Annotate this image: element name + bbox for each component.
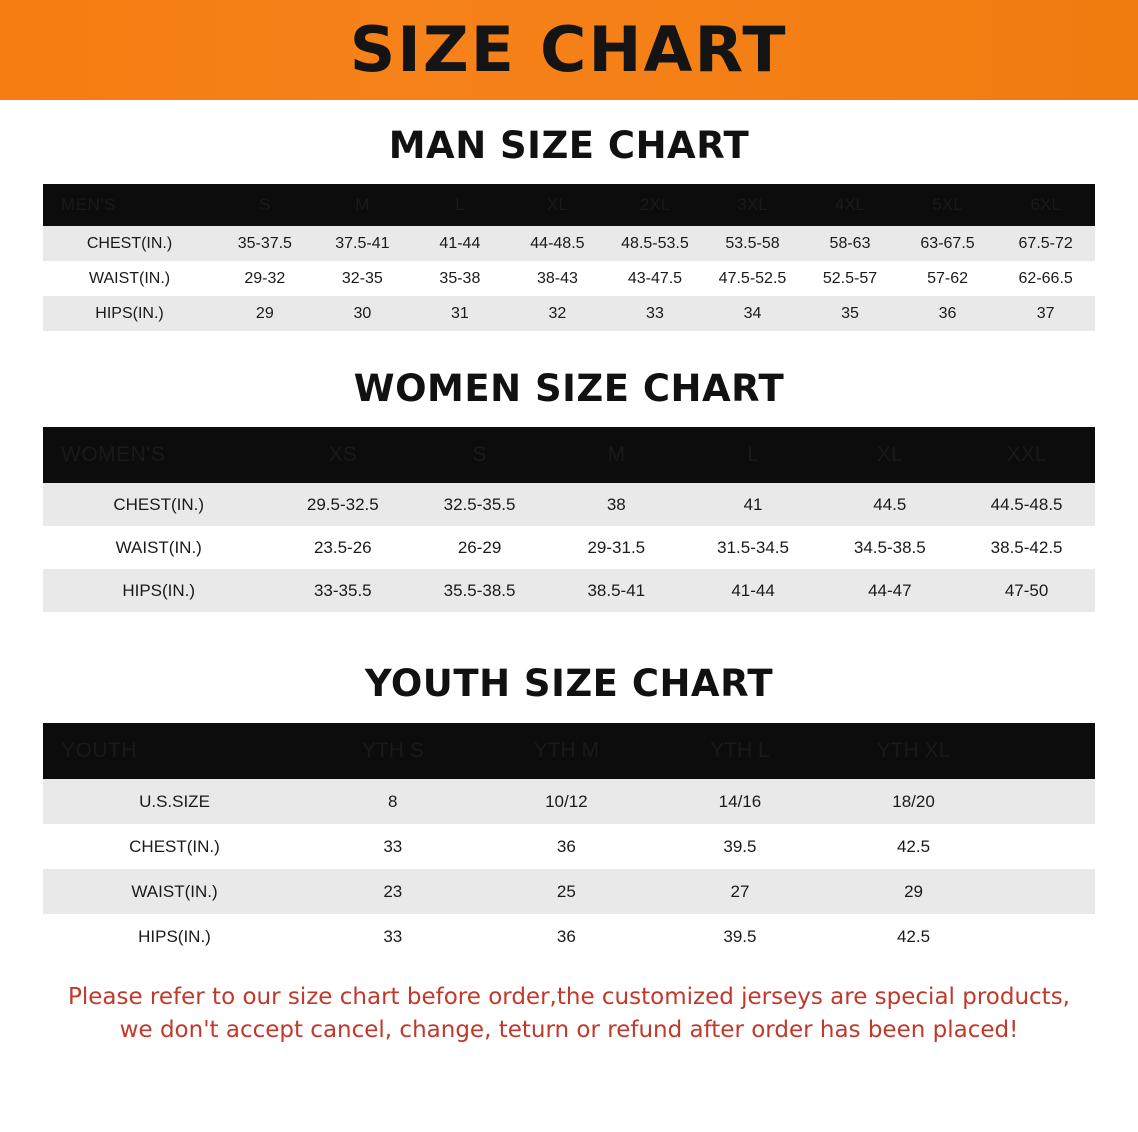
cell: 44-47 — [868, 580, 912, 600]
cell: 57-62 — [927, 269, 968, 287]
row-label: HIPS(IN.) — [95, 304, 164, 322]
cell: 52.5-57 — [822, 269, 878, 287]
table-row — [43, 296, 1095, 331]
men-header-cell: M — [314, 184, 412, 226]
youth-header-cell: YTH M — [480, 723, 654, 779]
page-banner — [0, 0, 1138, 100]
cell: 44-48.5 — [530, 234, 585, 252]
cell: 36 — [938, 304, 957, 322]
row-label: WAIST(IN.) — [131, 881, 218, 901]
women-header-cell: M — [548, 427, 685, 483]
youth-header-cell: YTH XL — [827, 723, 1001, 779]
disclaimer-line-2: we don't accept cancel, change, teturn or refund after order has been placed! — [119, 1017, 1019, 1044]
cell: 36 — [556, 926, 576, 946]
women-header-cell: S — [411, 427, 548, 483]
cell: 29-32 — [244, 269, 286, 287]
cell: 38-43 — [536, 269, 578, 287]
cell: 27 — [730, 881, 750, 901]
cell-spacer — [1000, 914, 1095, 959]
row-label: WAIST(IN.) — [88, 269, 171, 287]
cell: 34.5-38.5 — [853, 537, 926, 557]
table-row — [43, 261, 1095, 296]
men-header-cell: 5XL — [899, 184, 997, 226]
cell: 25 — [556, 881, 576, 901]
cell: 32 — [548, 304, 567, 322]
women-header-label: WOMEN'S — [43, 427, 274, 483]
youth-header-label: YOUTH — [43, 723, 306, 779]
page-title: SIZE CHART — [350, 13, 788, 86]
men-header-cell: XL — [509, 184, 607, 226]
cell-spacer — [1000, 779, 1095, 824]
cell: 8 — [388, 791, 398, 811]
cell: 33-35.5 — [313, 580, 372, 600]
cell: 29-31.5 — [587, 537, 646, 557]
cell: 42.5 — [896, 836, 931, 856]
men-header-label: MEN'S — [43, 184, 216, 226]
cell: 35-38 — [439, 269, 481, 287]
cell: 41-44 — [439, 234, 481, 252]
table-row — [43, 569, 1095, 612]
disclaimer-line-1: Please refer to our size chart before order,the customized jerseys are special products, — [67, 984, 1070, 1010]
women-header-cell: XL — [821, 427, 958, 483]
cell: 23.5-26 — [313, 537, 372, 557]
cell: 58-63 — [829, 234, 871, 252]
cell: 39.5 — [723, 926, 757, 946]
cell: 47.5-52.5 — [718, 269, 787, 287]
cell: 14/16 — [718, 791, 762, 811]
cell: 44.5-48.5 — [990, 494, 1063, 514]
cell: 31.5-34.5 — [717, 537, 789, 557]
cell: 48.5-53.5 — [621, 234, 689, 252]
men-header-cell: L — [411, 184, 509, 226]
cell: 29 — [255, 304, 274, 322]
women-header-cell: L — [685, 427, 822, 483]
cell: 29.5-32.5 — [306, 494, 379, 514]
table-header-row — [43, 723, 1095, 779]
cell: 31 — [450, 304, 469, 322]
cell: 37 — [1036, 304, 1055, 322]
men-header-cell: 4XL — [801, 184, 899, 226]
youth-header-spacer — [1000, 723, 1095, 779]
cell: 38.5-42.5 — [990, 537, 1063, 557]
table-row — [43, 779, 1095, 824]
cell: 41 — [743, 494, 763, 514]
men-header-cell: 2XL — [606, 184, 704, 226]
table-row — [43, 869, 1095, 914]
cell: 35.5-38.5 — [443, 580, 516, 600]
cell: 67.5-72 — [1018, 234, 1073, 252]
cell: 37.5-41 — [335, 234, 390, 252]
youth-header-cell: YTH L — [653, 723, 827, 779]
table-row — [43, 824, 1095, 869]
cell: 35-37.5 — [237, 234, 292, 252]
row-label: CHEST(IN.) — [86, 234, 173, 252]
cell: 63-67.5 — [920, 234, 975, 252]
table-row — [43, 914, 1095, 959]
youth-section-title: YOUTH SIZE CHART — [364, 662, 774, 705]
cell: 33 — [383, 836, 403, 856]
cell-spacer — [1000, 869, 1095, 914]
cell: 43-47.5 — [627, 269, 683, 287]
cell: 33 — [383, 926, 403, 946]
disclaimer-note — [40, 981, 1098, 1048]
women-size-table — [43, 427, 1095, 612]
cell: 39.5 — [723, 836, 757, 856]
cell: 38 — [606, 494, 626, 514]
men-header-cell: 3XL — [704, 184, 802, 226]
cell: 10/12 — [545, 791, 588, 811]
cell: 36 — [556, 836, 576, 856]
cell: 42.5 — [896, 926, 931, 946]
cell: 35 — [841, 304, 859, 322]
row-label: U.S.SIZE — [139, 791, 210, 811]
table-header-row — [43, 427, 1095, 483]
row-label: HIPS(IN.) — [122, 580, 196, 600]
row-label: WAIST(IN.) — [115, 537, 202, 557]
cell: 41-44 — [731, 580, 775, 600]
cell: 29 — [904, 881, 923, 901]
table-row — [43, 226, 1095, 261]
cell: 33 — [646, 304, 664, 322]
cell: 38.5-41 — [587, 580, 646, 600]
cell: 62-66.5 — [1018, 269, 1073, 287]
cell: 26-29 — [457, 537, 502, 557]
cell: 44.5 — [873, 494, 907, 514]
row-label: HIPS(IN.) — [138, 926, 211, 946]
cell: 30 — [353, 304, 372, 322]
cell: 23 — [383, 881, 403, 901]
cell: 32.5-35.5 — [443, 494, 516, 514]
cell: 53.5-58 — [725, 234, 780, 252]
cell: 47-50 — [1004, 580, 1049, 600]
cell: 32-35 — [341, 269, 383, 287]
table-header-row — [43, 184, 1095, 226]
table-row — [43, 526, 1095, 569]
youth-size-table — [43, 723, 1095, 959]
men-header-cell: S — [216, 184, 314, 226]
row-label: CHEST(IN.) — [129, 836, 220, 856]
table-row — [43, 483, 1095, 526]
cell: 18/20 — [892, 791, 935, 811]
row-label: CHEST(IN.) — [113, 494, 205, 514]
men-size-table — [43, 184, 1095, 331]
women-section-title: WOMEN SIZE CHART — [353, 367, 785, 410]
cell: 34 — [743, 304, 762, 322]
youth-header-cell: YTH S — [306, 723, 480, 779]
women-header-cell: XS — [274, 427, 411, 483]
men-section-title: MAN SIZE CHART — [388, 124, 750, 167]
men-header-cell: 6XL — [996, 184, 1095, 226]
cell-spacer — [1000, 824, 1095, 869]
women-header-cell: XXL — [958, 427, 1095, 483]
